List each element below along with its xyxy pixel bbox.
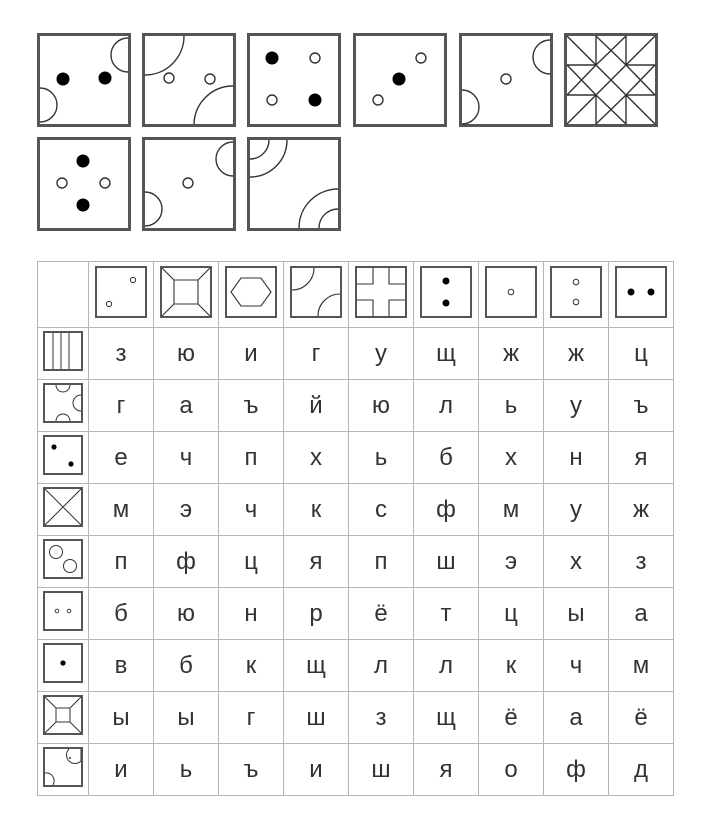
column-header-4 xyxy=(284,262,349,328)
grid-cell[interactable]: р xyxy=(284,588,349,640)
grid-cell[interactable]: е xyxy=(89,432,154,484)
grid-cell[interactable]: ы xyxy=(154,692,219,744)
row-header-9 xyxy=(38,744,89,796)
hourglass-icon xyxy=(160,266,212,318)
row-header-5 xyxy=(38,536,89,588)
grid-cell[interactable]: ф xyxy=(544,744,609,796)
grid-cell[interactable]: з xyxy=(89,328,154,380)
table-row xyxy=(38,744,674,796)
grid-cell[interactable]: щ xyxy=(414,328,479,380)
two-black-dots-icon xyxy=(43,435,83,475)
grid-cell[interactable]: ш xyxy=(414,536,479,588)
two-horizontal-black-dots-icon xyxy=(615,266,667,318)
table-row xyxy=(38,692,674,744)
table-row xyxy=(38,432,674,484)
puzzle-tile-5 xyxy=(459,33,553,127)
grid-cell[interactable]: г xyxy=(219,692,284,744)
column-header-1 xyxy=(89,262,154,328)
half-circles-icon xyxy=(43,383,83,423)
grid-cell[interactable]: ё xyxy=(479,692,544,744)
puzzle-tile-1 xyxy=(37,33,131,127)
grid-cell[interactable]: ц xyxy=(479,588,544,640)
one-open-dot-icon xyxy=(485,266,537,318)
vertical-lines-icon xyxy=(43,331,83,371)
row-header-3 xyxy=(38,432,89,484)
grid-cell[interactable]: н xyxy=(219,588,284,640)
grid-cell[interactable]: ц xyxy=(609,328,674,380)
grid-cell[interactable]: ж xyxy=(609,484,674,536)
grid-cell[interactable]: ы xyxy=(89,692,154,744)
column-header-6 xyxy=(414,262,479,328)
grid-cell[interactable]: з xyxy=(609,536,674,588)
puzzle-tile-3 xyxy=(247,33,341,127)
circles-bottom-left-top-right-two-dots-icon xyxy=(37,33,131,127)
row-header-2 xyxy=(38,380,89,432)
grid-cell[interactable]: м xyxy=(89,484,154,536)
row-header-6 xyxy=(38,588,89,640)
grid-cell[interactable]: з xyxy=(349,692,414,744)
cross-shape-icon xyxy=(355,266,407,318)
row-header-8 xyxy=(38,692,89,744)
grid-cell[interactable]: у xyxy=(349,328,414,380)
grid-cell[interactable]: п xyxy=(349,536,414,588)
grid-cell[interactable]: б xyxy=(414,432,479,484)
grid-cell[interactable]: к xyxy=(219,640,284,692)
grid-cell[interactable]: э xyxy=(154,484,219,536)
column-header-5 xyxy=(349,262,414,328)
grid-cell[interactable]: х xyxy=(544,536,609,588)
star-lines-icon xyxy=(564,33,658,127)
grid-cell[interactable]: х xyxy=(479,432,544,484)
arcs-right-left-one-open-dot-icon xyxy=(459,33,553,127)
grid-cell[interactable]: ъ xyxy=(219,744,284,796)
table-row xyxy=(38,640,674,692)
arcs-circles-icon xyxy=(43,747,83,787)
grid-cell[interactable]: а xyxy=(154,380,219,432)
cipher-grid xyxy=(37,261,674,796)
grid-cell[interactable]: ф xyxy=(154,536,219,588)
quarter-arcs-two-open-dots-icon xyxy=(142,33,236,127)
grid-cell[interactable]: ш xyxy=(349,744,414,796)
table-row xyxy=(38,328,674,380)
grid-cell[interactable]: м xyxy=(609,640,674,692)
grid-cell[interactable]: щ xyxy=(414,692,479,744)
trapezoid-shapes-icon xyxy=(43,695,83,735)
grid-cell[interactable]: п xyxy=(219,432,284,484)
grid-cell[interactable]: ь xyxy=(349,432,414,484)
two-vertical-open-dots-icon xyxy=(550,266,602,318)
grid-cell[interactable]: м xyxy=(479,484,544,536)
table-row xyxy=(38,484,674,536)
table-row xyxy=(38,380,674,432)
quarter-arcs-icon xyxy=(290,266,342,318)
grid-cell[interactable]: ч xyxy=(544,640,609,692)
grid-cell[interactable]: у xyxy=(544,380,609,432)
grid-cell[interactable]: б xyxy=(89,588,154,640)
puzzle-tile-6 xyxy=(564,33,658,127)
table-row xyxy=(38,588,674,640)
grid-cell[interactable]: к xyxy=(479,640,544,692)
puzzle-tile-7 xyxy=(37,137,131,231)
three-dots-diagonal-icon xyxy=(353,33,447,127)
grid-cell[interactable]: л xyxy=(414,640,479,692)
grid-cell[interactable]: ъ xyxy=(609,380,674,432)
grid-cell[interactable]: ь xyxy=(154,744,219,796)
grid-cell[interactable]: ь xyxy=(479,380,544,432)
grid-corner xyxy=(38,262,89,328)
grid-cell[interactable]: ж xyxy=(544,328,609,380)
two-small-open-dots-icon xyxy=(95,266,147,318)
grid-cell[interactable]: ю xyxy=(154,328,219,380)
grid-cell[interactable]: у xyxy=(544,484,609,536)
puzzle-tile-4 xyxy=(353,33,447,127)
grid-cell[interactable]: н xyxy=(544,432,609,484)
grid-cell[interactable]: ё xyxy=(609,692,674,744)
grid-cell[interactable]: я xyxy=(414,744,479,796)
grid-cell[interactable]: г xyxy=(284,328,349,380)
grid-cell[interactable]: э xyxy=(479,536,544,588)
column-header-3 xyxy=(219,262,284,328)
grid-cell[interactable]: щ xyxy=(284,640,349,692)
four-dots-diamond-icon xyxy=(37,137,131,231)
grid-cell[interactable]: ю xyxy=(154,588,219,640)
table-row xyxy=(38,536,674,588)
grid-cell[interactable]: о xyxy=(479,744,544,796)
hexagon-icon xyxy=(225,266,277,318)
row-header-4 xyxy=(38,484,89,536)
grid-cell[interactable]: а xyxy=(544,692,609,744)
grid-cell[interactable]: л xyxy=(414,380,479,432)
row-header-7 xyxy=(38,640,89,692)
grid-cell[interactable]: ъ xyxy=(219,380,284,432)
grid-cell[interactable]: а xyxy=(609,588,674,640)
grid-cell[interactable]: ю xyxy=(349,380,414,432)
column-header-9 xyxy=(609,262,674,328)
column-header-8 xyxy=(544,262,609,328)
two-circles-icon xyxy=(43,539,83,579)
one-black-dot-icon xyxy=(43,643,83,683)
grid-cell[interactable]: ж xyxy=(479,328,544,380)
grid-cell[interactable]: ч xyxy=(154,432,219,484)
four-dots-diagonal-black-icon xyxy=(247,33,341,127)
grid-cell[interactable]: ё xyxy=(349,588,414,640)
arcs-one-open-dot-icon xyxy=(142,137,236,231)
grid-cell[interactable]: ф xyxy=(414,484,479,536)
grid-cell[interactable]: я xyxy=(284,536,349,588)
grid-cell[interactable]: л xyxy=(349,640,414,692)
x-box-icon xyxy=(43,487,83,527)
grid-cell[interactable]: д xyxy=(609,744,674,796)
column-header-7 xyxy=(479,262,544,328)
grid-cell[interactable]: с xyxy=(349,484,414,536)
grid-cell[interactable]: ч xyxy=(219,484,284,536)
grid-cell[interactable]: ц xyxy=(219,536,284,588)
grid-cell[interactable]: й xyxy=(284,380,349,432)
header-row xyxy=(38,262,674,328)
row-header-1 xyxy=(38,328,89,380)
two-vertical-black-dots-icon xyxy=(420,266,472,318)
grid-cell[interactable]: в xyxy=(89,640,154,692)
grid-cell[interactable]: и xyxy=(284,744,349,796)
puzzle-tile-8 xyxy=(142,137,236,231)
grid-cell[interactable]: ы xyxy=(544,588,609,640)
grid-cell[interactable]: к xyxy=(284,484,349,536)
grid-cell[interactable]: и xyxy=(89,744,154,796)
grid-cell[interactable]: г xyxy=(89,380,154,432)
corner-arcs-icon xyxy=(247,137,341,231)
grid-cell[interactable]: п xyxy=(89,536,154,588)
puzzle-tile-9 xyxy=(247,137,341,231)
puzzle-tile-2 xyxy=(142,33,236,127)
grid-cell[interactable]: я xyxy=(609,432,674,484)
grid-cell[interactable]: т xyxy=(414,588,479,640)
column-header-2 xyxy=(154,262,219,328)
grid-cell[interactable]: б xyxy=(154,640,219,692)
grid-cell[interactable]: ш xyxy=(284,692,349,744)
two-small-dots-icon xyxy=(43,591,83,631)
grid-cell[interactable]: х xyxy=(284,432,349,484)
grid-cell[interactable]: и xyxy=(219,328,284,380)
